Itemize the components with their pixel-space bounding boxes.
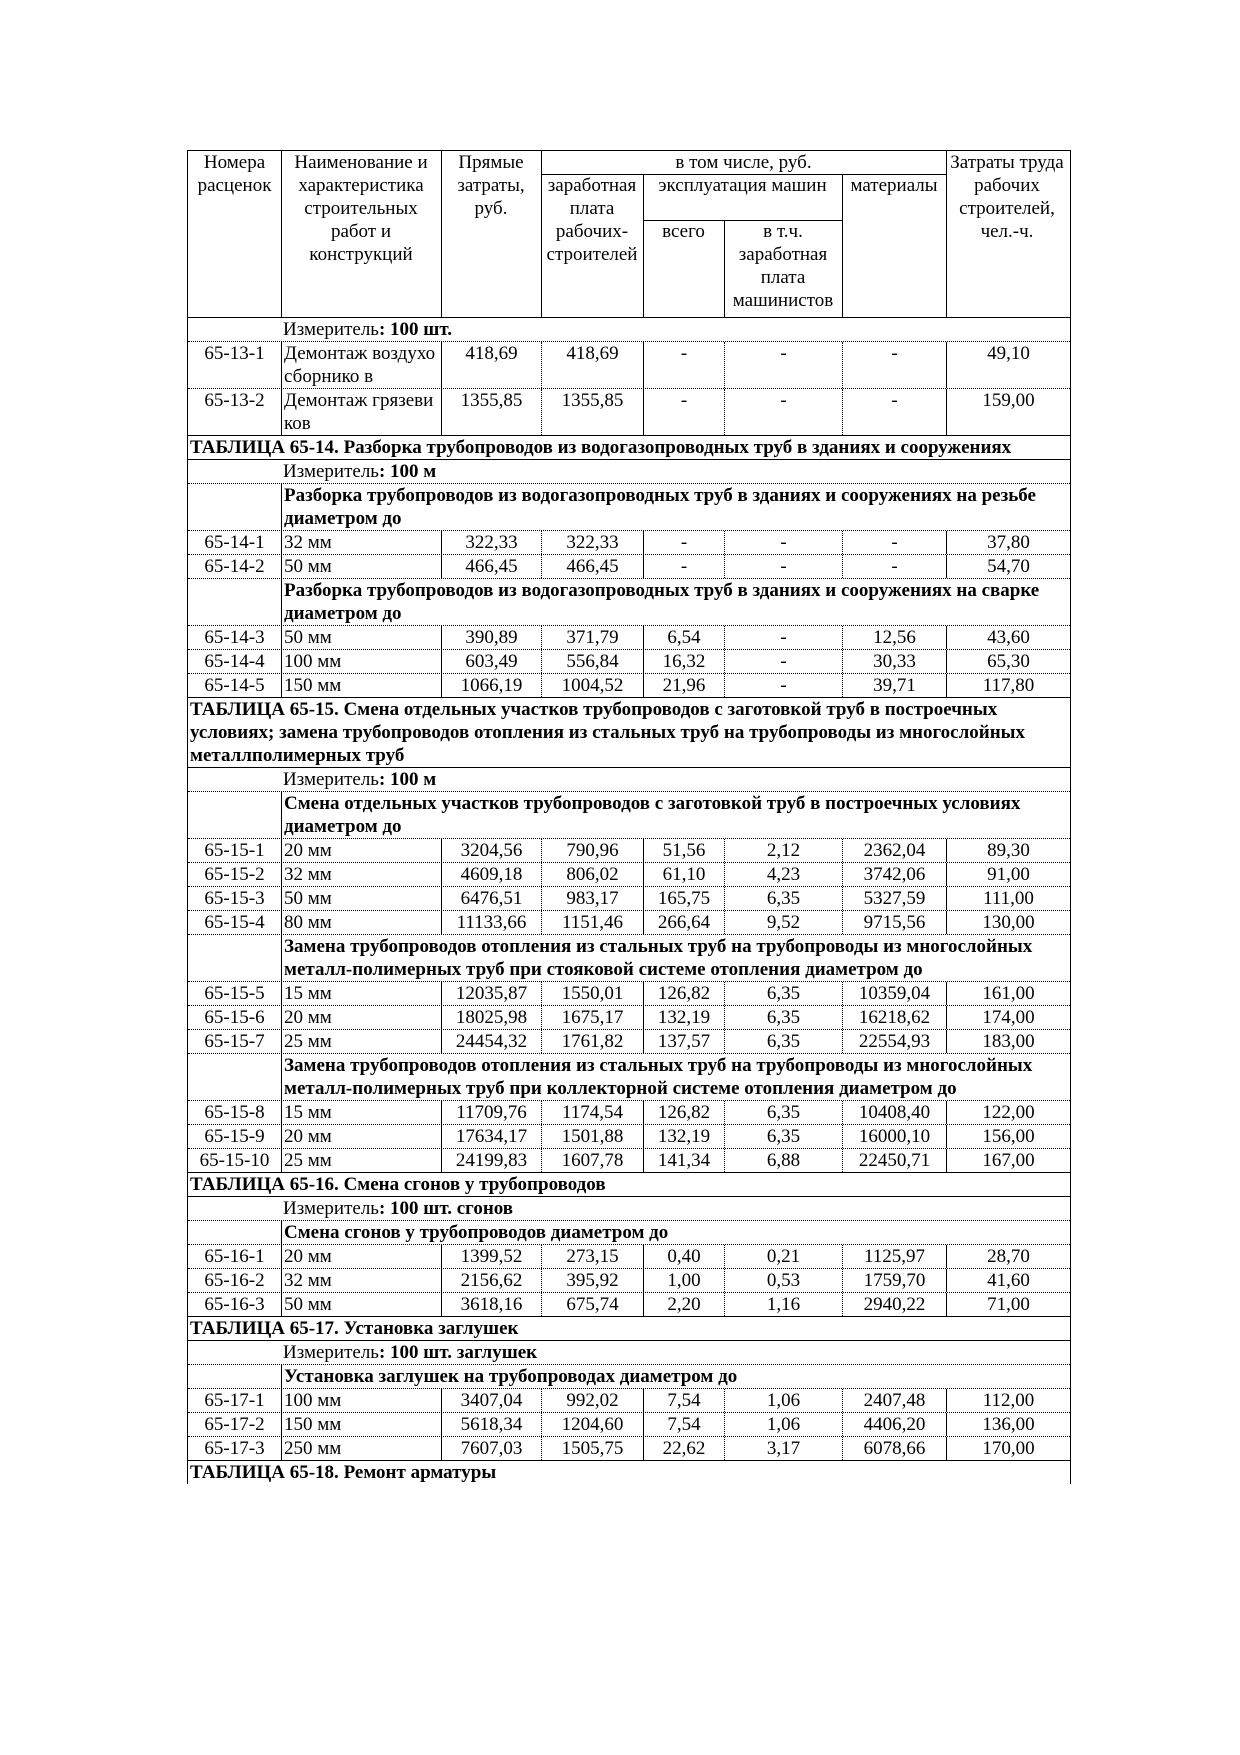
direct-cost: 18025,98 <box>441 1006 541 1029</box>
direct-cost: 5618,34 <box>441 1413 541 1436</box>
measure-text <box>281 460 1070 483</box>
materials-cost: - <box>842 555 946 578</box>
work-name: Демонтаж воздухосборнико в <box>281 342 441 388</box>
machines-salary: - <box>724 389 842 435</box>
machines-salary: 6,35 <box>724 1030 842 1053</box>
materials-cost: 2407,48 <box>842 1389 946 1412</box>
measure-label: Измеритель <box>283 1198 379 1219</box>
labor-hours: 183,00 <box>946 1030 1070 1053</box>
labor-hours: 28,70 <box>946 1245 1070 1268</box>
salary-cost: 1204,60 <box>541 1413 643 1436</box>
group-title-line <box>188 791 1070 838</box>
materials-cost: 4406,20 <box>842 1413 946 1436</box>
rate-code: 65-15-3 <box>204 888 265 909</box>
direct-cost: 12035,87 <box>441 982 541 1005</box>
machines-total: - <box>643 555 724 578</box>
rate-code: 65-14-5 <box>204 675 265 696</box>
salary-cost: 556,84 <box>541 650 643 673</box>
machines-total: 7,54 <box>643 1413 724 1436</box>
table-row <box>188 1124 1070 1148</box>
salary-cost: 1174,54 <box>541 1101 643 1124</box>
machines-total: 51,56 <box>643 839 724 862</box>
measure-value: : 100 м <box>378 769 437 790</box>
table-row <box>188 530 1070 554</box>
measure-value: : 100 шт. сгонов <box>378 1198 514 1219</box>
machines-salary: - <box>724 650 842 673</box>
table-row <box>188 1388 1070 1412</box>
table-row <box>188 1244 1070 1268</box>
work-name: 20 мм <box>281 1006 441 1029</box>
rate-table <box>187 150 1071 1484</box>
machines-salary: 6,35 <box>724 1101 842 1124</box>
work-name: 50 мм <box>281 626 441 649</box>
labor-hours: 71,00 <box>946 1293 1070 1316</box>
measure-text <box>281 768 1070 791</box>
machines-total: 137,57 <box>643 1030 724 1053</box>
labor-hours: 161,00 <box>946 982 1070 1005</box>
rate-code: 65-16-3 <box>204 1294 265 1315</box>
measure-spacer <box>188 460 281 483</box>
table-title <box>188 1316 1070 1340</box>
measure-text <box>281 318 1070 341</box>
machines-total: 61,10 <box>643 863 724 886</box>
work-name: 150 мм <box>281 674 441 697</box>
machines-salary: - <box>724 531 842 554</box>
group-title-line <box>188 578 1070 625</box>
direct-cost: 11133,66 <box>441 911 541 934</box>
rate-code: 65-16-2 <box>204 1270 265 1291</box>
table-row <box>188 1292 1070 1316</box>
work-name: 80 мм <box>281 911 441 934</box>
work-name: 250 мм <box>281 1437 441 1460</box>
machines-salary: 6,35 <box>724 1125 842 1148</box>
direct-cost: 1355,85 <box>441 389 541 435</box>
materials-cost: 10359,04 <box>842 982 946 1005</box>
group-title: Замена трубопроводов отопления из стальных труб на трубопроводы из многослойных металл-полимерных труб при коллекторной системе отопления диаметром до <box>281 1054 1070 1100</box>
measure-line <box>188 459 1070 483</box>
direct-cost: 11709,76 <box>441 1101 541 1124</box>
salary-cost: 273,15 <box>541 1245 643 1268</box>
machines-salary: 6,35 <box>724 982 842 1005</box>
machines-salary: 4,23 <box>724 863 842 886</box>
labor-hours: 112,00 <box>946 1389 1070 1412</box>
machines-salary: 3,17 <box>724 1437 842 1460</box>
machines-total: 7,54 <box>643 1389 724 1412</box>
group-title: Разборка трубопроводов из водогазопроводных труб в зданиях и сооружениях на резьбе диаметром до <box>281 484 1070 530</box>
work-name: 100 мм <box>281 1389 441 1412</box>
measure-line <box>188 1196 1070 1220</box>
machines-salary: 6,35 <box>724 887 842 910</box>
rate-code: 65-14-3 <box>204 627 265 648</box>
measure-line <box>188 318 1070 341</box>
direct-cost: 24454,32 <box>441 1030 541 1053</box>
measure-label: Измеритель <box>283 319 379 340</box>
labor-hours: 136,00 <box>946 1413 1070 1436</box>
table-row <box>188 886 1070 910</box>
salary-cost: 1501,88 <box>541 1125 643 1148</box>
machines-total: 126,82 <box>643 1101 724 1124</box>
measure-line <box>188 1340 1070 1364</box>
work-name: 25 мм <box>281 1149 441 1172</box>
table-row <box>188 388 1070 435</box>
direct-cost: 3204,56 <box>441 839 541 862</box>
machines-salary: 0,21 <box>724 1245 842 1268</box>
salary-cost: 992,02 <box>541 1389 643 1412</box>
rate-code: 65-17-3 <box>204 1438 265 1459</box>
table-number: ТАБЛИЦА 65-16. <box>190 1174 339 1195</box>
materials-cost: - <box>842 389 946 435</box>
direct-cost: 466,45 <box>441 555 541 578</box>
rate-code: 65-15-9 <box>204 1126 265 1147</box>
measure-line <box>188 767 1070 791</box>
group-title: Смена отдельных участков трубопроводов с заготовкой труб в построечных условиях диаметром до <box>281 792 1070 838</box>
measure-label: Измеритель <box>283 769 379 790</box>
table-number: ТАБЛИЦА 65-17. <box>190 1318 339 1339</box>
machines-salary: - <box>724 555 842 578</box>
salary-cost: 1355,85 <box>541 389 643 435</box>
machines-total: 132,19 <box>643 1125 724 1148</box>
measure-spacer <box>188 768 281 791</box>
measure-value: : 100 шт. заглушек <box>378 1342 538 1363</box>
salary-cost: 1004,52 <box>541 674 643 697</box>
materials-cost: 6078,66 <box>842 1437 946 1460</box>
table-row <box>188 1029 1070 1053</box>
work-name: 25 мм <box>281 1030 441 1053</box>
materials-cost: 1759,70 <box>842 1269 946 1292</box>
group-spacer <box>188 1054 281 1100</box>
direct-cost: 6476,51 <box>441 887 541 910</box>
materials-cost: 12,56 <box>842 626 946 649</box>
rate-code: 65-15-8 <box>204 1102 265 1123</box>
materials-cost: 22450,71 <box>842 1149 946 1172</box>
table-header <box>188 151 1070 318</box>
labor-hours: 167,00 <box>946 1149 1070 1172</box>
direct-cost: 1399,52 <box>441 1245 541 1268</box>
machines-salary: 1,06 <box>724 1413 842 1436</box>
salary-cost: 790,96 <box>541 839 643 862</box>
measure-spacer <box>188 1341 281 1364</box>
header-machines-total: всего <box>662 221 705 242</box>
work-name: 15 мм <box>281 1101 441 1124</box>
header-salary: заработная плата рабочих-строителей <box>546 175 638 265</box>
salary-cost: 1761,82 <box>541 1030 643 1053</box>
table-title <box>188 1460 1070 1484</box>
labor-hours: 89,30 <box>946 839 1070 862</box>
materials-cost: 2362,04 <box>842 839 946 862</box>
machines-total: 141,34 <box>643 1149 724 1172</box>
work-name: 32 мм <box>281 1269 441 1292</box>
salary-cost: 983,17 <box>541 887 643 910</box>
table-row <box>188 554 1070 578</box>
header-materials: материалы <box>850 175 938 196</box>
direct-cost: 24199,83 <box>441 1149 541 1172</box>
machines-total: - <box>643 342 724 388</box>
header-direct: Прямые затраты, руб. <box>457 152 525 219</box>
table-title <box>188 1172 1070 1196</box>
direct-cost: 390,89 <box>441 626 541 649</box>
group-spacer <box>188 792 281 838</box>
machines-total: 22,62 <box>643 1437 724 1460</box>
labor-hours: 117,80 <box>946 674 1070 697</box>
labor-hours: 159,00 <box>946 389 1070 435</box>
group-title: Установка заглушек на трубопроводах диаметром до <box>281 1365 1070 1388</box>
group-spacer <box>188 579 281 625</box>
rate-code: 65-17-2 <box>204 1414 265 1435</box>
materials-cost: 9715,56 <box>842 911 946 934</box>
labor-hours: 174,00 <box>946 1006 1070 1029</box>
machines-total: 6,54 <box>643 626 724 649</box>
header-labor: Затраты труда рабочих строителей, чел.-ч. <box>950 152 1064 242</box>
direct-cost: 7607,03 <box>441 1437 541 1460</box>
rate-code: 65-15-2 <box>204 864 265 885</box>
machines-total: 2,20 <box>643 1293 724 1316</box>
machines-total: - <box>643 389 724 435</box>
table-row <box>188 1100 1070 1124</box>
machines-total: - <box>643 531 724 554</box>
table-row <box>188 981 1070 1005</box>
table-row <box>188 1412 1070 1436</box>
work-name: 100 мм <box>281 650 441 673</box>
header-machines-salary: в т.ч. заработная плата машинистов <box>732 221 834 311</box>
materials-cost: 2940,22 <box>842 1293 946 1316</box>
salary-cost: 675,74 <box>541 1293 643 1316</box>
work-name: 15 мм <box>281 982 441 1005</box>
table-number: ТАБЛИЦА 65-18. <box>190 1462 339 1483</box>
work-name: 150 мм <box>281 1413 441 1436</box>
measure-spacer <box>188 318 281 341</box>
rate-code: 65-14-4 <box>204 651 265 672</box>
table-row <box>188 341 1070 388</box>
measure-spacer <box>188 1197 281 1220</box>
machines-salary: 9,52 <box>724 911 842 934</box>
machines-total: 126,82 <box>643 982 724 1005</box>
labor-hours: 41,60 <box>946 1269 1070 1292</box>
labor-hours: 65,30 <box>946 650 1070 673</box>
measure-text <box>281 1197 1070 1220</box>
machines-total: 266,64 <box>643 911 724 934</box>
group-title-line <box>188 483 1070 530</box>
machines-total: 1,00 <box>643 1269 724 1292</box>
labor-hours: 37,80 <box>946 531 1070 554</box>
table-number: ТАБЛИЦА 65-15. <box>190 699 339 720</box>
direct-cost: 2156,62 <box>441 1269 541 1292</box>
salary-cost: 1151,46 <box>541 911 643 934</box>
work-name: 32 мм <box>281 863 441 886</box>
work-name: Демонтаж грязевиков <box>281 389 441 435</box>
rate-code: 65-14-2 <box>204 556 265 577</box>
rate-code: 65-15-6 <box>204 1007 265 1028</box>
machines-total: 16,32 <box>643 650 724 673</box>
rate-code: 65-16-1 <box>204 1246 265 1267</box>
materials-cost: 22554,93 <box>842 1030 946 1053</box>
machines-salary: - <box>724 626 842 649</box>
rate-code: 65-17-1 <box>204 1390 265 1411</box>
salary-cost: 371,79 <box>541 626 643 649</box>
direct-cost: 3407,04 <box>441 1389 541 1412</box>
table-row <box>188 862 1070 886</box>
salary-cost: 1675,17 <box>541 1006 643 1029</box>
work-name: 50 мм <box>281 1293 441 1316</box>
salary-cost: 418,69 <box>541 342 643 388</box>
machines-total: 21,96 <box>643 674 724 697</box>
table-number: ТАБЛИЦА 65-14. <box>190 437 339 458</box>
materials-cost: 10408,40 <box>842 1101 946 1124</box>
group-spacer <box>188 935 281 981</box>
measure-label: Измеритель <box>283 461 379 482</box>
labor-hours: 170,00 <box>946 1437 1070 1460</box>
direct-cost: 418,69 <box>441 342 541 388</box>
direct-cost: 3618,16 <box>441 1293 541 1316</box>
group-title-line <box>188 1053 1070 1100</box>
salary-cost: 1550,01 <box>541 982 643 1005</box>
labor-hours: 122,00 <box>946 1101 1070 1124</box>
machines-salary: - <box>724 674 842 697</box>
salary-cost: 466,45 <box>541 555 643 578</box>
materials-cost: - <box>842 531 946 554</box>
group-title-line <box>188 1220 1070 1244</box>
salary-cost: 1607,78 <box>541 1149 643 1172</box>
header-machines: эксплуатация машин <box>658 175 827 196</box>
materials-cost: 16000,10 <box>842 1125 946 1148</box>
direct-cost: 603,49 <box>441 650 541 673</box>
table-body <box>188 318 1070 1484</box>
direct-cost: 4609,18 <box>441 863 541 886</box>
direct-cost: 1066,19 <box>441 674 541 697</box>
rate-code: 65-15-5 <box>204 983 265 1004</box>
group-title: Разборка трубопроводов из водогазопроводных труб в зданиях и сооружениях на сварке диаметром до <box>281 579 1070 625</box>
labor-hours: 111,00 <box>946 887 1070 910</box>
machines-salary: 0,53 <box>724 1269 842 1292</box>
labor-hours: 49,10 <box>946 342 1070 388</box>
salary-cost: 395,92 <box>541 1269 643 1292</box>
measure-value: : 100 м <box>378 461 437 482</box>
labor-hours: 43,60 <box>946 626 1070 649</box>
work-name: 50 мм <box>281 555 441 578</box>
work-name: 50 мм <box>281 887 441 910</box>
table-caption: Смена сгонов у трубопроводов <box>343 1174 606 1195</box>
rate-code: 65-13-1 <box>204 343 265 364</box>
table-row <box>188 673 1070 697</box>
table-title <box>188 697 1070 767</box>
rate-code: 65-13-2 <box>204 390 265 411</box>
materials-cost: 3742,06 <box>842 863 946 886</box>
direct-cost: 17634,17 <box>441 1125 541 1148</box>
labor-hours: 130,00 <box>946 911 1070 934</box>
materials-cost: 5327,59 <box>842 887 946 910</box>
table-row <box>188 649 1070 673</box>
table-row <box>188 1268 1070 1292</box>
table-row <box>188 1005 1070 1029</box>
header-including: в том числе, руб. <box>675 152 812 173</box>
salary-cost: 322,33 <box>541 531 643 554</box>
header-code: Номера расценок <box>197 152 272 196</box>
machines-salary: 6,88 <box>724 1149 842 1172</box>
rate-code: 65-15-4 <box>204 912 265 933</box>
work-name: 20 мм <box>281 1125 441 1148</box>
machines-total: 165,75 <box>643 887 724 910</box>
salary-cost: 1505,75 <box>541 1437 643 1460</box>
table-caption: Разборка трубопроводов из водогазопроводных труб в зданиях и сооружениях <box>343 437 1012 458</box>
salary-cost: 806,02 <box>541 863 643 886</box>
header-name: Наименование и характеристика строительных работ и конструкций <box>294 152 428 265</box>
machines-salary: 6,35 <box>724 1006 842 1029</box>
group-spacer <box>188 1365 281 1388</box>
materials-cost: - <box>842 342 946 388</box>
work-name: 20 мм <box>281 1245 441 1268</box>
machines-salary: 2,12 <box>724 839 842 862</box>
rate-code: 65-15-1 <box>204 840 265 861</box>
materials-cost: 39,71 <box>842 674 946 697</box>
group-spacer <box>188 1221 281 1244</box>
labor-hours: 54,70 <box>946 555 1070 578</box>
table-row <box>188 625 1070 649</box>
measure-value: : 100 шт. <box>378 319 452 340</box>
machines-salary: 1,06 <box>724 1389 842 1412</box>
machines-total: 0,40 <box>643 1245 724 1268</box>
table-row <box>188 838 1070 862</box>
rate-code: 65-15-10 <box>199 1150 270 1171</box>
machines-salary: 1,16 <box>724 1293 842 1316</box>
group-title: Замена трубопроводов отопления из стальных труб на трубопроводы из многослойных металл-полимерных труб при стояковой системе отопления диаметром до <box>281 935 1070 981</box>
work-name: 20 мм <box>281 839 441 862</box>
group-spacer <box>188 484 281 530</box>
table-caption: Смена отдельных участков трубопроводов с заготовкой труб в построечных условиях; замена трубопроводов отопления из стальных труб на трубопроводы из многослойных металлполимерных труб <box>190 699 1025 766</box>
labor-hours: 156,00 <box>946 1125 1070 1148</box>
materials-cost: 16218,62 <box>842 1006 946 1029</box>
machines-total: 132,19 <box>643 1006 724 1029</box>
table-row <box>188 1148 1070 1172</box>
materials-cost: 30,33 <box>842 650 946 673</box>
measure-label: Измеритель <box>283 1342 379 1363</box>
machines-salary: - <box>724 342 842 388</box>
direct-cost: 322,33 <box>441 531 541 554</box>
measure-text <box>281 1341 1070 1364</box>
materials-cost: 1125,97 <box>842 1245 946 1268</box>
labor-hours: 91,00 <box>946 863 1070 886</box>
table-caption: Ремонт арматуры <box>343 1462 497 1483</box>
group-title-line <box>188 1364 1070 1388</box>
table-row <box>188 1436 1070 1460</box>
rate-code: 65-15-7 <box>204 1031 265 1052</box>
table-caption: Установка заглушек <box>343 1318 519 1339</box>
rate-code: 65-14-1 <box>204 532 265 553</box>
table-title <box>188 435 1070 459</box>
group-title: Смена сгонов у трубопроводов диаметром до <box>281 1221 1070 1244</box>
group-title-line <box>188 934 1070 981</box>
work-name: 32 мм <box>281 531 441 554</box>
table-row <box>188 910 1070 934</box>
